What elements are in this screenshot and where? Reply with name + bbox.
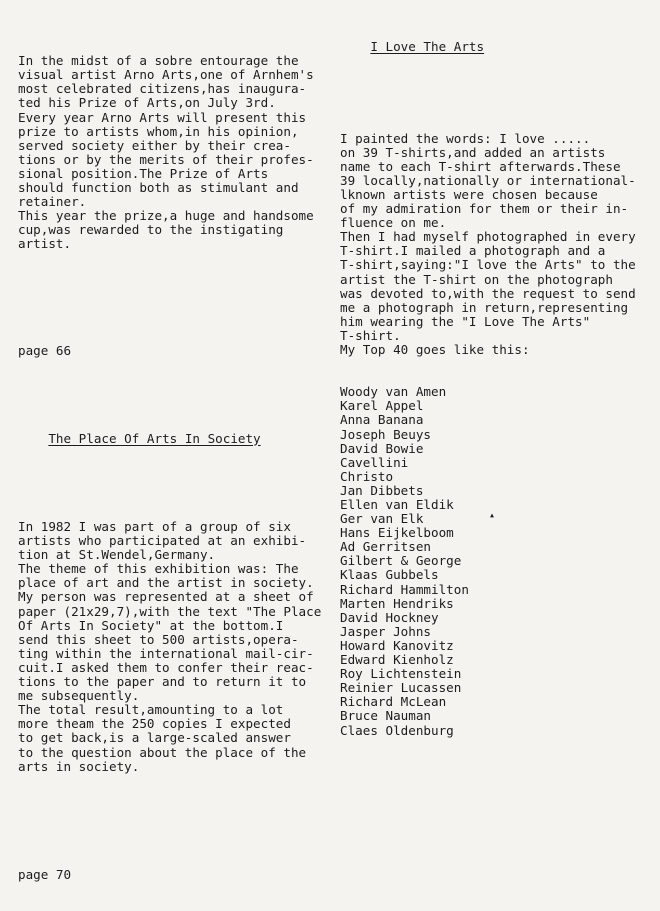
text-line: cuit.I asked them to confer their reac- bbox=[18, 659, 314, 675]
artist-list-item: Edward Kienholz bbox=[340, 652, 454, 668]
artist-list-item: Karel Appel bbox=[340, 398, 424, 414]
artist-list-item: David Hockney bbox=[340, 609, 439, 625]
artist-list-item: Hans Eijkelboom bbox=[340, 525, 454, 541]
artist-list-item: Christo bbox=[340, 468, 394, 484]
top-40-artist-list bbox=[340, 385, 650, 737]
artist-list-item: Reinier Lucassen bbox=[340, 680, 462, 696]
text-line: The total result,amounting to a lot bbox=[18, 702, 284, 718]
artist-list-item: Roy Lichtenstein bbox=[340, 666, 462, 682]
text-line: I painted the words: I love ..... bbox=[340, 130, 591, 146]
text-line: was devoted to,with the request to send bbox=[340, 285, 636, 301]
text-line: T-shirt,saying:"I love the Arts" to the bbox=[340, 257, 636, 273]
text-line: most celebrated citizens,has inaugura- bbox=[18, 81, 307, 97]
text-line: In the midst of a sobre entourage the bbox=[18, 53, 299, 69]
text-line: tion at St.Wendel,Germany. bbox=[18, 547, 216, 563]
text-line: me subsequently. bbox=[18, 688, 140, 704]
section-heading-place-of-arts: The Place Of Arts In Society bbox=[48, 430, 261, 446]
artist-list-item: Jan Dibbets bbox=[340, 482, 424, 498]
left-column bbox=[18, 26, 322, 911]
text-line: should function both as stimulant and bbox=[18, 180, 299, 196]
text-line: The theme of this exhibition was: The bbox=[18, 561, 299, 577]
artist-list-item: Joseph Beuys bbox=[340, 426, 431, 442]
text-line: cup,was rewarded to the instigating bbox=[18, 222, 284, 238]
text-line: T-shirt. bbox=[340, 327, 401, 343]
text-line: send this sheet to 500 artists,opera- bbox=[18, 631, 299, 647]
page-reference-70: page 70 bbox=[18, 867, 72, 883]
prize-of-arts-paragraph bbox=[18, 54, 318, 251]
artist-list-item: Claes Oldenburg bbox=[340, 722, 454, 738]
text-line: fluence on me. bbox=[340, 215, 447, 231]
text-line: My person was represented at a sheet of bbox=[18, 589, 314, 605]
text-line: me a photograph in return,representing bbox=[340, 299, 629, 315]
text-line: prize to artists whom,in his opinion, bbox=[18, 123, 299, 139]
text-line: In 1982 I was part of a group of six bbox=[18, 519, 291, 534]
right-column bbox=[340, 26, 650, 766]
text-line: Then I had myself photographed in every bbox=[340, 229, 636, 245]
text-line: to get back,is a large-scaled answer bbox=[18, 730, 291, 746]
text-line: Of Arts In Society" at the bottom.I bbox=[18, 617, 284, 633]
text-line: artist. bbox=[18, 236, 72, 252]
artist-list-item: Cavellini bbox=[340, 454, 409, 470]
text-line: on 39 T-shirts,and added an artists bbox=[340, 144, 606, 160]
text-line: My Top 40 goes like this: bbox=[340, 341, 530, 357]
artist-list-item: Klaas Gubbels bbox=[340, 567, 439, 583]
text-line: place of art and the artist in society. bbox=[18, 575, 314, 591]
text-line: name to each T-shirt afterwards.These bbox=[340, 158, 621, 174]
artist-list-item: Anna Banana bbox=[340, 412, 424, 428]
text-line: tions to the paper and to return it to bbox=[18, 674, 307, 690]
text-line: paper (21x29,7),with the text "The Place bbox=[18, 603, 322, 619]
text-line: artists who participated at an exhibi- bbox=[18, 533, 307, 549]
text-line: 39 locally,nationally or international- bbox=[340, 172, 636, 188]
text-line: artist the T-shirt on the photograph bbox=[340, 271, 613, 287]
section-heading-i-love-the-arts: I Love The Arts bbox=[370, 39, 485, 55]
artist-list-item: Woody van Amen bbox=[340, 384, 447, 400]
place-of-arts-paragraph bbox=[18, 519, 322, 774]
text-line: lknown artists were chosen because bbox=[340, 186, 598, 202]
text-line: T-shirt.I mailed a photograph and a bbox=[340, 243, 606, 259]
page-reference-66: page 66 bbox=[18, 343, 72, 359]
text-line: served society either by their crea- bbox=[18, 137, 291, 153]
artist-list-item: Richard Hammilton bbox=[340, 581, 469, 597]
text-line: visual artist Arno Arts,one of Arnhem's bbox=[18, 67, 314, 83]
text-line: arts in society. bbox=[18, 758, 140, 774]
artist-list-item: Ger van Elk bbox=[340, 511, 424, 527]
stray-mark: ▴ bbox=[489, 510, 496, 521]
text-line: This year the prize,a huge and handsome bbox=[18, 208, 314, 224]
artist-list-item: Gilbert & George bbox=[340, 553, 462, 569]
artist-list-item: Marten Hendriks bbox=[340, 595, 454, 611]
artist-list-item: Bruce Nauman bbox=[340, 708, 431, 724]
text-line: sional position.The Prize of Arts bbox=[18, 165, 269, 181]
artist-list-item: Jasper Johns bbox=[340, 623, 431, 639]
text-line: Every year Arno Arts will present this bbox=[18, 109, 307, 125]
text-line: retainer. bbox=[18, 194, 87, 210]
text-line: him wearing the "I Love The Arts" bbox=[340, 313, 591, 329]
artist-list-item: Ad Gerritsen bbox=[340, 539, 431, 555]
artist-list-item: David Bowie bbox=[340, 440, 424, 456]
i-love-the-arts-paragraph bbox=[340, 132, 650, 358]
text-line: ting within the international mail-cir- bbox=[18, 645, 314, 661]
artist-list-item: Richard McLean bbox=[340, 694, 447, 710]
text-line: to the question about the place of the bbox=[18, 744, 307, 760]
text-line: of my admiration for them or their in- bbox=[340, 201, 629, 217]
text-line: tions or by the merits of their profes- bbox=[18, 151, 314, 167]
text-line: ted his Prize of Arts,on July 3rd. bbox=[18, 95, 276, 111]
text-line: more theam the 250 copies I expected bbox=[18, 716, 291, 732]
artist-list-item: Howard Kanovitz bbox=[340, 637, 454, 653]
artist-list-item: Ellen van Eldik bbox=[340, 497, 454, 512]
